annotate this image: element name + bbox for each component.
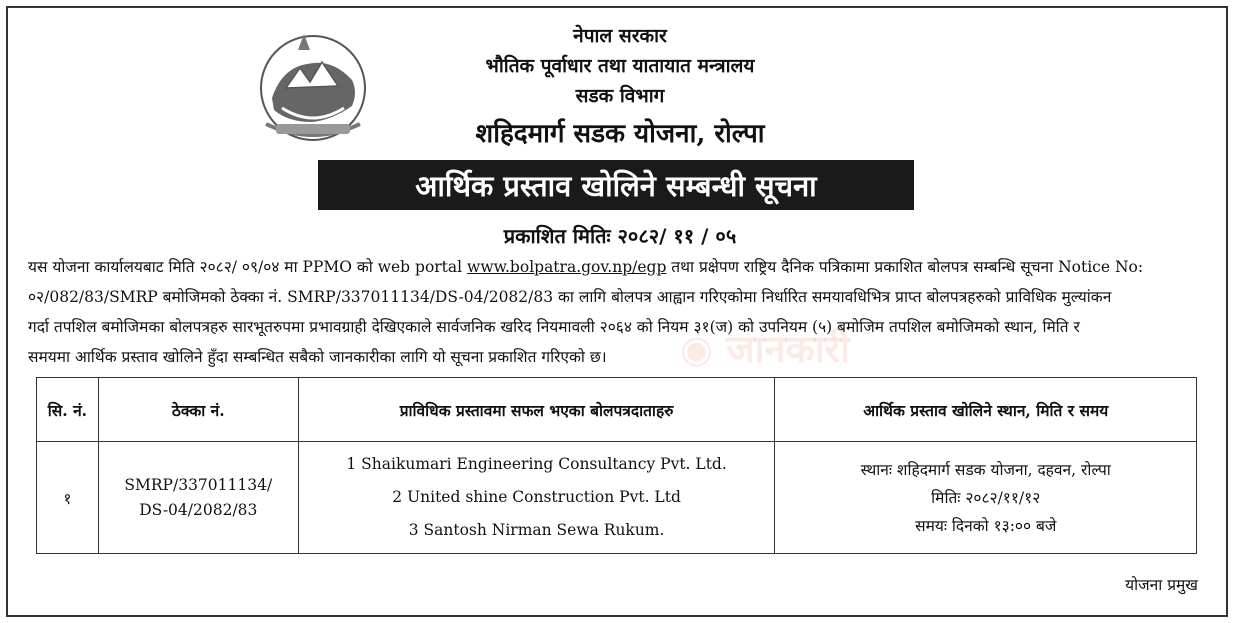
col-header-venue: आर्थिक प्रस्ताव खोलिने स्थान, मिति र समय — [775, 378, 1197, 442]
signoff-project-chief: योजना प्रमुख — [1125, 576, 1198, 594]
col-header-sn: सि. नं. — [37, 378, 99, 442]
published-date: प्रकाशित मितिः २०८२/ ११ / ०५ — [503, 224, 737, 248]
col-header-bidders: प्राविधिक प्रस्तावमा सफल भएका बोलपत्रदाताहरु — [298, 378, 775, 442]
egp-portal-link[interactable]: www.bolpatra.gov.np/egp — [467, 258, 667, 276]
watermark-logo: ◉ जानकारी — [680, 326, 850, 371]
cell-bidders — [298, 442, 775, 554]
venue-time: समयः दिनको १३:०० बजे — [915, 516, 1057, 535]
venue-date: मितिः २०८२/११/१२ — [931, 488, 1041, 507]
bidders-table — [36, 377, 1197, 554]
col-header-contract: ठेक्का नं. — [98, 378, 298, 442]
notice-body — [28, 252, 1206, 372]
bidder-1: 1 Shaikumari Engineering Consultancy Pvt. Ltd. — [346, 455, 727, 473]
venue-place: स्थानः शहिदमार्ग सडक योजना, दहवन, रोल्पा — [860, 460, 1111, 479]
body-line-2: ०२/082/83/SMRP बमोजिमको ठेक्का नं. SMRP/337011134/DS-04/2082/83 का लागि बोलपत्र आह्वान गरिएकोमा निर्धारित समयावधिभित्र प्राप्त बोलपत्रहरुको प्राविधिक मुल्यांकन — [28, 288, 1112, 306]
header-department: सडक विभाग — [575, 85, 665, 107]
header-project: शहिदमार्ग सडक योजना, रोल्पा — [475, 119, 765, 149]
body-line-3: गर्दा तपशिल बमोजिमका बोलपत्रहरु सारभूतरुपमा प्रभावग्राही देखिएकाले सार्वजनिक खरिद नियमावली २०६४ को नियम ३१(ज) को उपनियम (५) बमोजिम तपशिल बमोजिमको स्थान, मिति र — [28, 318, 1080, 336]
table-header-row — [37, 378, 1197, 442]
body-line-1: यस योजना कार्यालयबाट मिति २०८२/ ०९/०४ मा PPMO को web portal www.bolpatra.gov.np/egp तथा प्रक्षेपण राष्ट्रिय दैनिक पत्रिकामा प्रकाशित बोलपत्र सम्बन्धि सूचना Notice No: — [28, 258, 1144, 276]
header-ministry: भौतिक पूर्वाधार तथा यातायात मन्त्रालय — [485, 55, 755, 77]
notice-title-banner — [318, 160, 914, 210]
table-row — [37, 442, 1197, 554]
notice-title: आर्थिक प्रस्ताव खोलिने सम्बन्धी सूचना — [415, 168, 817, 203]
bidder-3: 3 Santosh Nirman Sewa Rukum. — [408, 521, 665, 539]
cell-contract: SMRP/337011134/ DS-04/2082/83 — [98, 442, 298, 554]
bidder-2: 2 United shine Construction Pvt. Ltd — [392, 488, 681, 506]
header-government: नेपाल सरकार — [573, 25, 667, 47]
cell-venue — [775, 442, 1197, 554]
cell-sn: १ — [37, 442, 99, 554]
body-line-4: समयमा आर्थिक प्रस्ताव खोलिने हुँदा सम्बन्धित सबैको जानकारीका लागि यो सूचना प्रकाशित गरिएको छ। — [28, 348, 607, 366]
